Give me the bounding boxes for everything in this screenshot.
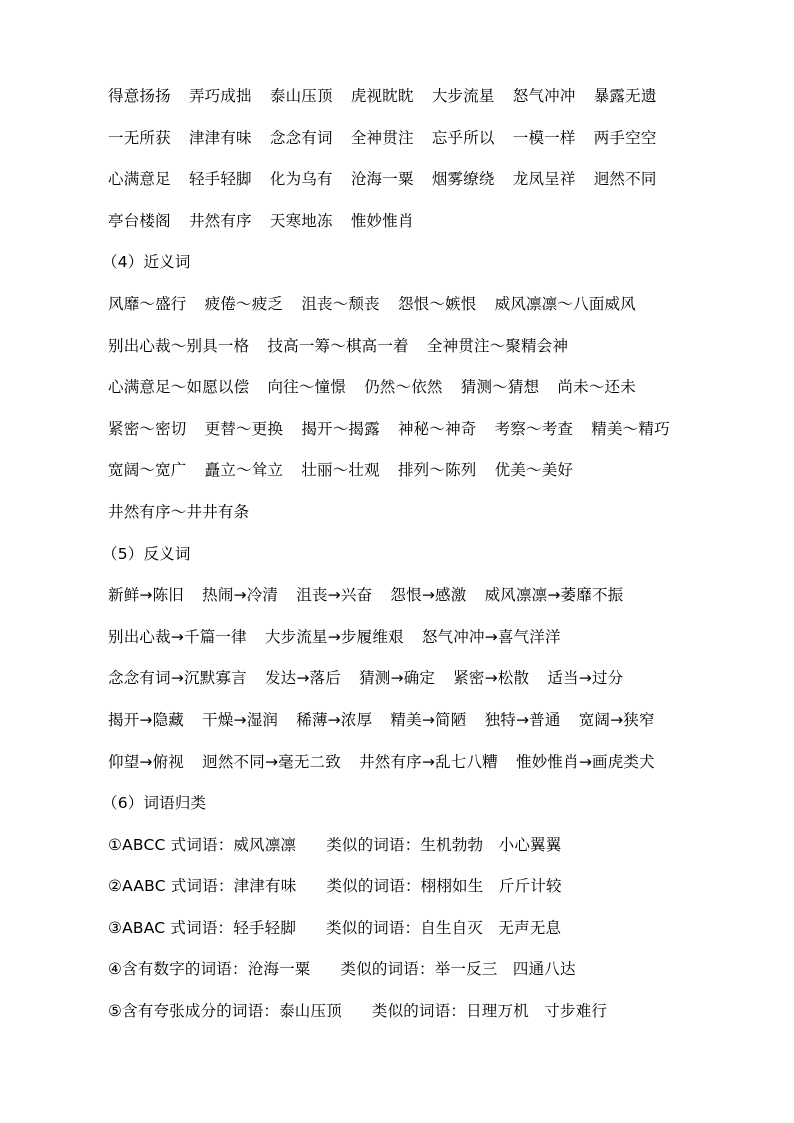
antonym-line-5 bbox=[108, 748, 748, 790]
synonym-pair: 风靡～盛行 bbox=[108, 294, 187, 313]
antonym-pair: 迥然不同→毫无二致 bbox=[202, 752, 341, 771]
word-line-4 bbox=[108, 207, 748, 249]
classification-line-4 bbox=[108, 955, 748, 997]
synonym-line-6 bbox=[108, 498, 748, 540]
antonym-pair: 惟妙惟肖→画虎类犬 bbox=[516, 752, 655, 771]
antonym-pair: 大步流星→步履维艰 bbox=[264, 627, 404, 646]
word: 两手空空 bbox=[593, 128, 657, 147]
word: 得意扬扬 bbox=[108, 87, 171, 105]
synonym-pair: 井然有序～井井有条 bbox=[108, 502, 250, 521]
category-label: ③ABAC 式词语：轻手轻脚 bbox=[108, 918, 297, 937]
antonym-line-1 bbox=[108, 581, 748, 623]
antonym-pair: 仰望→俯视 bbox=[108, 752, 184, 771]
word: 轻手轻脚 bbox=[188, 170, 252, 189]
antonym-pair: 宽阔→狭窄 bbox=[578, 710, 655, 729]
antonym-pair: 新鲜→陈旧 bbox=[108, 586, 184, 605]
antonym-pair: 别出心裁→千篇一律 bbox=[108, 627, 247, 646]
classification-line-3 bbox=[108, 914, 748, 956]
word-line-3 bbox=[108, 165, 748, 207]
antonym-line-4 bbox=[108, 706, 748, 748]
synonym-line-2 bbox=[108, 332, 748, 374]
word: 全神贯注 bbox=[350, 128, 414, 147]
antonym-pair: 紧密→松散 bbox=[453, 669, 530, 688]
antonym-pair: 适当→过分 bbox=[547, 669, 624, 688]
synonym-line-5 bbox=[108, 456, 748, 498]
synonym-line-3 bbox=[108, 373, 748, 415]
word: 井然有序 bbox=[188, 211, 252, 230]
antonym-pair: 稀薄→浓厚 bbox=[296, 710, 373, 729]
word: 心满意足 bbox=[108, 170, 171, 189]
classification-line-5 bbox=[108, 997, 748, 1039]
synonym-pair: 威风凛凛～八面威风 bbox=[494, 294, 636, 313]
word-line-1 bbox=[108, 82, 748, 124]
word: 烟雾缭绕 bbox=[431, 170, 495, 189]
synonym-pair: 技高一筹～棋高一着 bbox=[267, 336, 409, 355]
similar-words: 类似的词语：自生自灭 bbox=[326, 918, 484, 937]
antonym-pair: 沮丧→兴奋 bbox=[296, 586, 373, 605]
similar-words: 类似的词语：举一反三 bbox=[340, 960, 498, 979]
synonym-pair: 揭开～揭露 bbox=[301, 419, 380, 438]
category-label: ④含有数字的词语：沧海一粟 bbox=[108, 960, 311, 979]
word: 亭台楼阁 bbox=[108, 211, 171, 230]
word: 怒气冲冲 bbox=[512, 87, 576, 105]
word: 迥然不同 bbox=[593, 170, 657, 189]
antonym-pair: 干燥→湿润 bbox=[202, 710, 279, 729]
word: 津津有味 bbox=[188, 128, 252, 147]
synonym-pair: 紧密～密切 bbox=[108, 419, 187, 438]
synonym-pair: 神秘～神奇 bbox=[397, 419, 477, 438]
antonym-pair: 揭开→隐藏 bbox=[108, 710, 184, 729]
synonym-pair: 别出心裁～别具一格 bbox=[108, 336, 250, 355]
synonym-pair: 怨恨～嫉恨 bbox=[397, 294, 477, 313]
synonym-pair: 猜测～猜想 bbox=[460, 378, 540, 397]
category-label: ①ABCC 式词语：威风凛凛 bbox=[108, 835, 297, 854]
category-label: ②AABC 式词语：津津有味 bbox=[108, 877, 297, 896]
synonym-pair: 精美～精巧 bbox=[591, 419, 670, 438]
synonym-pair: 考察～考查 bbox=[494, 419, 574, 438]
similar-word-extra: 寸步难行 bbox=[544, 1002, 608, 1021]
similar-word-extra: 无声无息 bbox=[498, 918, 562, 937]
word: 大步流星 bbox=[431, 87, 495, 105]
word: 一无所获 bbox=[108, 128, 171, 147]
word: 虎视眈眈 bbox=[350, 87, 414, 105]
synonym-pair: 排列～陈列 bbox=[397, 461, 477, 480]
synonym-pair: 宽阔～宽广 bbox=[108, 461, 187, 480]
antonym-pair: 威风凛凛→萎靡不振 bbox=[484, 586, 624, 605]
antonym-pair: 怒气冲冲→喜气洋洋 bbox=[421, 627, 561, 646]
antonym-line-3 bbox=[108, 664, 748, 706]
word: 天寒地冻 bbox=[269, 211, 333, 230]
word: 化为乌有 bbox=[269, 170, 333, 189]
synonym-pair: 壮丽～壮观 bbox=[301, 461, 380, 480]
word: 忘乎所以 bbox=[431, 128, 495, 147]
antonym-pair: 怨恨→感激 bbox=[390, 586, 467, 605]
word: 龙凤呈祥 bbox=[512, 170, 576, 189]
synonym-pair: 尚未～还未 bbox=[557, 378, 636, 397]
similar-words: 类似的词语：栩栩如生 bbox=[326, 877, 484, 896]
synonym-pair: 矗立～耸立 bbox=[204, 461, 284, 480]
word: 暴露无遗 bbox=[593, 87, 657, 105]
word: 一模一样 bbox=[512, 128, 576, 147]
section-heading-classification: （6）词语归类 bbox=[102, 794, 207, 813]
synonym-pair: 优美～美好 bbox=[494, 461, 574, 480]
similar-words: 类似的词语：生机勃勃 bbox=[326, 835, 484, 854]
synonym-line-4 bbox=[108, 415, 748, 457]
similar-words: 类似的词语：日理万机 bbox=[371, 1002, 529, 1021]
similar-word-extra: 四通八达 bbox=[512, 960, 576, 979]
antonym-pair: 念念有词→沉默寡言 bbox=[108, 669, 247, 688]
classification-line-2 bbox=[108, 872, 748, 914]
similar-word-extra: 斤斤计较 bbox=[498, 877, 562, 896]
similar-word-extra: 小心翼翼 bbox=[498, 835, 562, 854]
synonym-pair: 沮丧～颓丧 bbox=[301, 294, 380, 313]
antonym-line-2 bbox=[108, 623, 748, 665]
synonym-pair: 向往～憧憬 bbox=[267, 378, 346, 397]
word-line-2 bbox=[108, 124, 748, 166]
document-body bbox=[102, 82, 748, 1039]
synonym-pair: 心满意足～如愿以偿 bbox=[108, 378, 250, 397]
section-heading-synonyms: （4）近义词 bbox=[102, 253, 191, 272]
section-heading-antonyms: （5）反义词 bbox=[102, 544, 191, 563]
antonym-pair: 独特→普通 bbox=[484, 710, 561, 729]
synonym-pair: 更替～更换 bbox=[204, 419, 284, 438]
antonym-pair: 精美→简陋 bbox=[390, 710, 467, 729]
synonym-pair: 仍然～依然 bbox=[364, 378, 443, 397]
word: 惟妙惟肖 bbox=[350, 211, 414, 230]
word: 泰山压顶 bbox=[269, 87, 333, 105]
synonym-pair: 全神贯注～聚精会神 bbox=[426, 336, 569, 355]
word: 沧海一粟 bbox=[350, 170, 414, 189]
word: 弄巧成拙 bbox=[188, 87, 252, 105]
category-label: ⑤含有夸张成分的词语：泰山压顶 bbox=[108, 1002, 342, 1021]
word: 念念有词 bbox=[269, 128, 333, 147]
antonym-pair: 发达→落后 bbox=[264, 669, 341, 688]
antonym-pair: 井然有序→乱七八糟 bbox=[359, 752, 498, 771]
antonym-pair: 热闹→冷清 bbox=[202, 586, 279, 605]
classification-line-1 bbox=[108, 831, 748, 873]
synonym-pair: 疲倦～疲乏 bbox=[204, 294, 284, 313]
synonym-line-1 bbox=[108, 290, 748, 332]
antonym-pair: 猜测→确定 bbox=[359, 669, 436, 688]
